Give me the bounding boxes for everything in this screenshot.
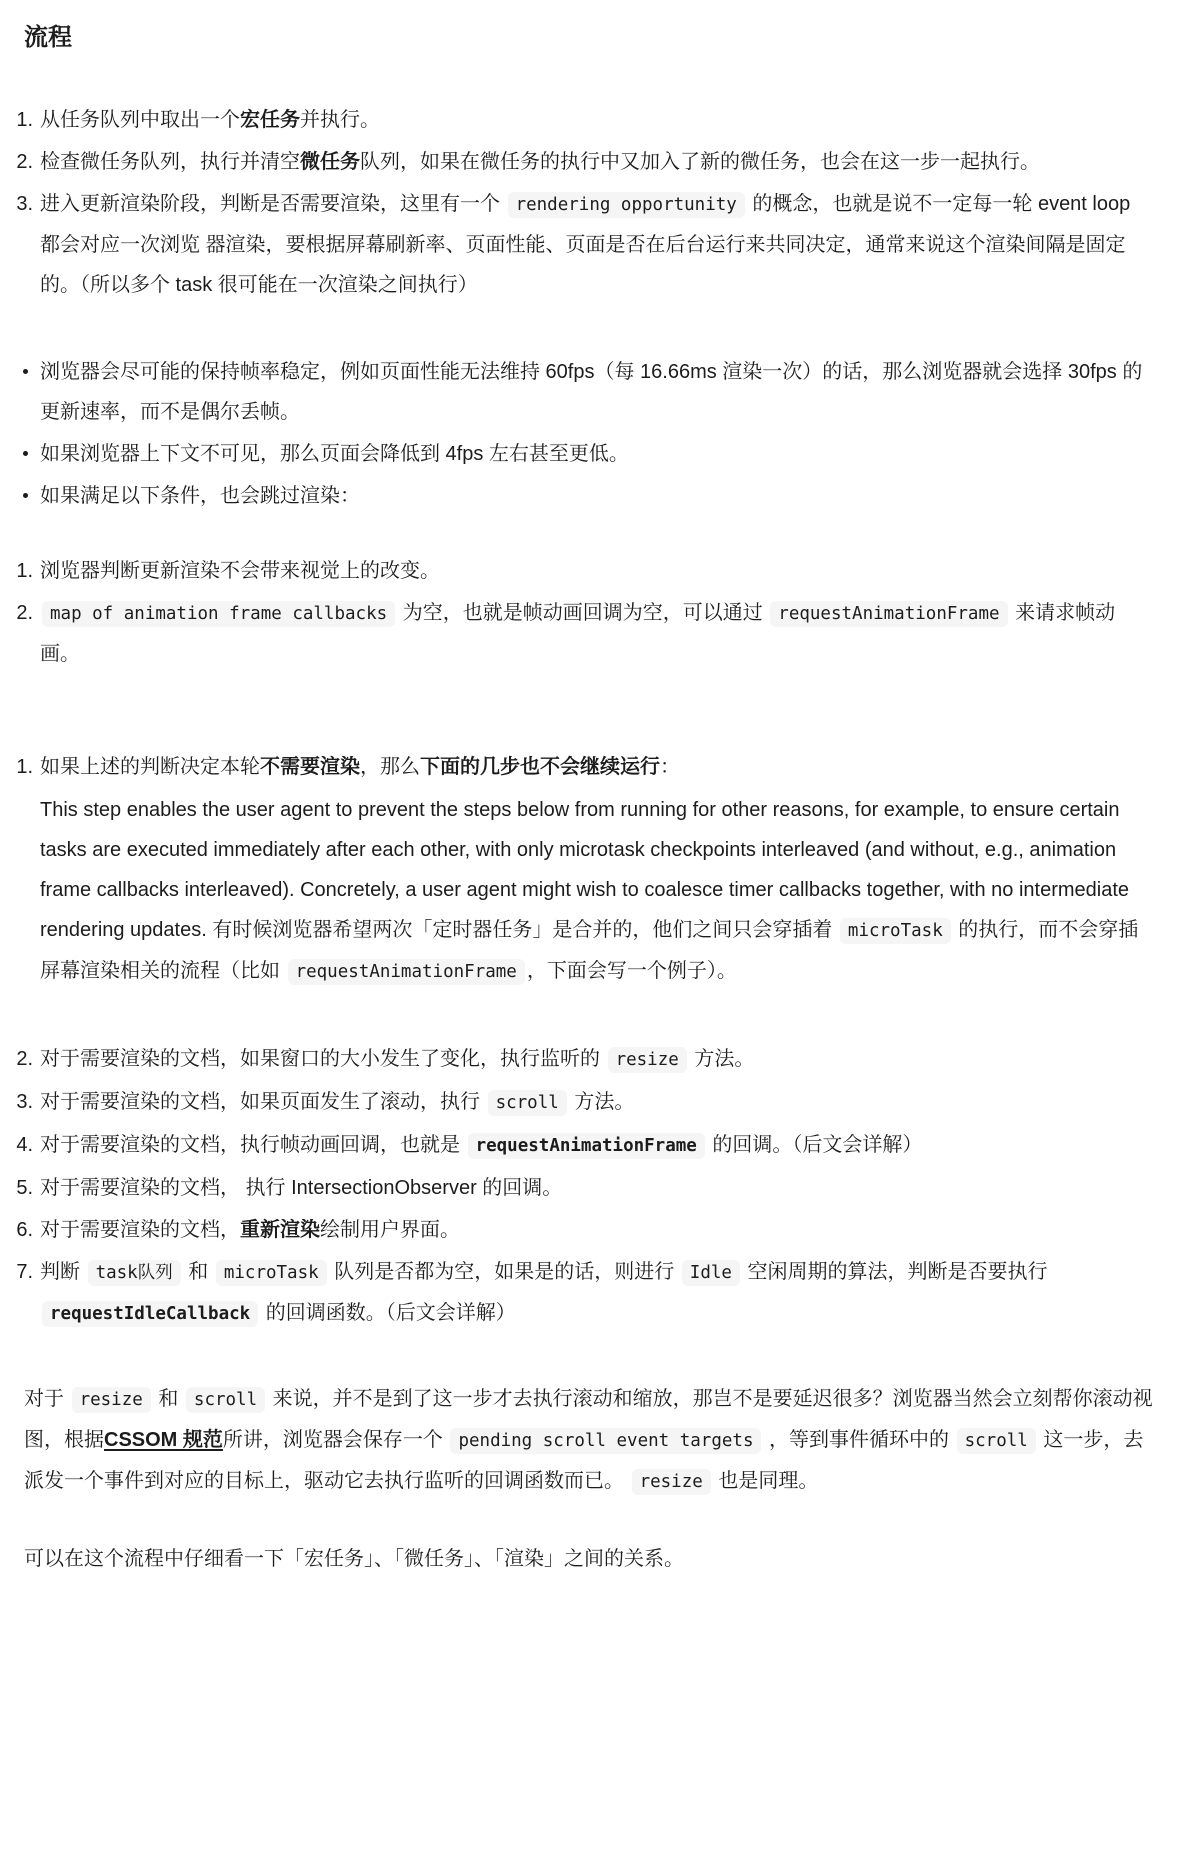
text-run: 浏览器判断更新渲染不会带来视觉上的改变。 <box>40 560 440 582</box>
spec-quote-paragraph <box>40 790 1154 992</box>
text-run: 这一步，去派发一个事件到对应的目标上，驱动它去执行监听的回调函数而已。 <box>24 1429 1144 1492</box>
text-run: 空闲周期的算法，判断是否要执行 <box>741 1261 1048 1283</box>
paragraph <box>24 1539 1154 1579</box>
text-run: 绘制用户界面。 <box>320 1219 460 1241</box>
page-title: 流程 <box>24 24 72 51</box>
inline-code: rendering opportunity <box>508 192 745 218</box>
text-run: ，那么 <box>360 756 420 778</box>
inline-code: Idle <box>682 1260 740 1286</box>
ordered-list <box>24 551 1154 674</box>
text-run: 检查微任务队列，执行并清空 <box>40 151 300 173</box>
list-item <box>40 551 1154 591</box>
text-run: 对于需要渲染的文档，执行帧动画回调，也就是 <box>40 1134 466 1156</box>
bold-text: 下面的几步也不会继续运行 <box>420 756 660 778</box>
text-run: 进入更新渲染阶段，判断是否需要渲染，这里有一个 <box>40 193 506 215</box>
text-run: 对于 <box>24 1388 70 1410</box>
text-run: 队列，如果在微任务的执行中又加入了新的微任务，也会在这一步一起执行。 <box>360 151 1040 173</box>
bold-text: 重新渲染 <box>240 1219 320 1241</box>
bold-text: 不需要渲染 <box>260 756 360 778</box>
text-run: 所讲，浏览器会保存一个 <box>222 1429 449 1451</box>
inline-code: microTask <box>216 1260 327 1286</box>
text-run: 来说，并不是到了这一步才去执行滚动和缩放，那岂不是要延迟很多？浏览器当然会立刻帮你滚动视图，根据 <box>24 1388 1153 1451</box>
inline-code: requestAnimationFrame <box>288 959 525 985</box>
bullet-list <box>24 352 1154 516</box>
text-run: 方法。 <box>568 1091 635 1113</box>
text-run: 从任务队列中取出一个 <box>40 109 240 131</box>
list-item <box>40 1039 1154 1080</box>
text-run: 和 <box>152 1388 184 1410</box>
inline-code: task队列 <box>88 1260 181 1286</box>
bold-text: 微任务 <box>300 151 360 173</box>
inline-code: pending scroll event targets <box>450 1428 761 1454</box>
inline-code: resize <box>608 1047 687 1073</box>
text-run: 对于需要渲染的文档，如果窗口的大小发生了变化，执行监听的 <box>40 1048 606 1070</box>
text-run: 的回调函数。（后文会详解） <box>260 1302 516 1324</box>
text-run: 队列是否都为空，如果是的话，则进行 <box>328 1261 680 1283</box>
text-run: 来请求帧动画。 <box>40 602 1116 665</box>
inline-code: scroll <box>488 1090 567 1116</box>
bullet-item <box>40 352 1154 432</box>
inline-code: requestAnimationFrame <box>770 601 1007 627</box>
paragraph <box>24 1379 1154 1502</box>
text-run: 并执行。 <box>300 109 380 131</box>
text-run: 的回调。（后文会详解） <box>706 1134 923 1156</box>
text-run: 如果浏览器上下文不可见，那么页面会降低到 4fps 左右甚至更低。 <box>40 443 629 465</box>
text-run: ： <box>660 756 680 778</box>
ordered-list <box>24 747 1154 1334</box>
inline-code: requestAnimationFrame <box>468 1133 705 1159</box>
text-run: 也是同理。 <box>712 1470 819 1492</box>
text-run: 对于需要渲染的文档， 执行 IntersectionObserver 的回调。 <box>40 1177 563 1199</box>
text-run: 浏览器会尽可能的保持帧率稳定，例如页面性能无法维持 60fps（每 16.66ms 渲染一次）的话，那么浏览器就会选择 30fps 的更新速率，而不是偶尔丢帧。 <box>40 361 1143 423</box>
text-run: 如果上述的判断决定本轮 <box>40 756 260 778</box>
inline-code: scroll <box>186 1387 265 1413</box>
list-item <box>40 100 1154 140</box>
list-item <box>40 1082 1154 1123</box>
list-item <box>40 1168 1154 1208</box>
text-run: 的概念，也就是说不一定每一轮 event loop 都会对应一次浏览 器渲染，要根据屏幕刷新率、页面性能、页面是否在后台运行来共同决定，通常来说这个渲染间隔是固定的。（所以多个 task 很可能在一次渲染之间执行） <box>40 193 1131 296</box>
bullet-item <box>40 476 1154 516</box>
text-run: ，下面会写一个例子）。 <box>526 960 737 982</box>
text-run: 对于需要渲染的文档，如果页面发生了滚动，执行 <box>40 1091 486 1113</box>
inline-code: resize <box>632 1469 711 1495</box>
text-run: 对于需要渲染的文档， <box>40 1219 240 1241</box>
text-run: 的执行，而不会穿插屏幕渲染相关的流程（比如 <box>40 919 1139 982</box>
list-item <box>40 184 1154 305</box>
cssom-spec-link[interactable]: CSSOM 规范 <box>104 1429 223 1451</box>
inline-code: scroll <box>957 1428 1036 1454</box>
text-run: 如果满足以下条件，也会跳过渲染： <box>40 485 360 507</box>
text-run: 方法。 <box>688 1048 755 1070</box>
text-run: 和 <box>182 1261 214 1283</box>
bold-text: 宏任务 <box>240 109 300 131</box>
list-item <box>40 593 1154 674</box>
text-run: ，等到事件循环中的 <box>763 1429 955 1451</box>
bullet-item <box>40 434 1154 474</box>
ordered-list <box>24 100 1154 305</box>
text-run: 可以在这个流程中仔细看一下「宏任务」、「微任务」、「渲染」之间的关系。 <box>24 1548 684 1570</box>
text-run: 为空，也就是帧动画回调为空，可以通过 <box>397 602 769 624</box>
list-item <box>40 1210 1154 1250</box>
text-run: 判断 <box>40 1261 86 1283</box>
text-run: This step enables the user agent to prevent the steps below from running for other reasons, for example, to ensure certain tasks are executed immediately after each other, with only microtask checkpoints interleaved (and without, e.g., animation frame callbacks interleaved). Concretely, a user agent might wish to coalesce timer callbacks together, with no intermediate rendering updates. 有时候浏览器希望两次「定时器任务」是合并的，他们之间只会穿插着 <box>40 799 1130 941</box>
list-item <box>40 1125 1154 1166</box>
list-item <box>40 747 1154 992</box>
list-item <box>40 1252 1154 1334</box>
list-item <box>40 142 1154 182</box>
inline-code: map of animation frame callbacks <box>42 601 395 627</box>
inline-code: microTask <box>840 918 951 944</box>
inline-code: requestIdleCallback <box>42 1301 258 1327</box>
inline-code: resize <box>72 1387 151 1413</box>
